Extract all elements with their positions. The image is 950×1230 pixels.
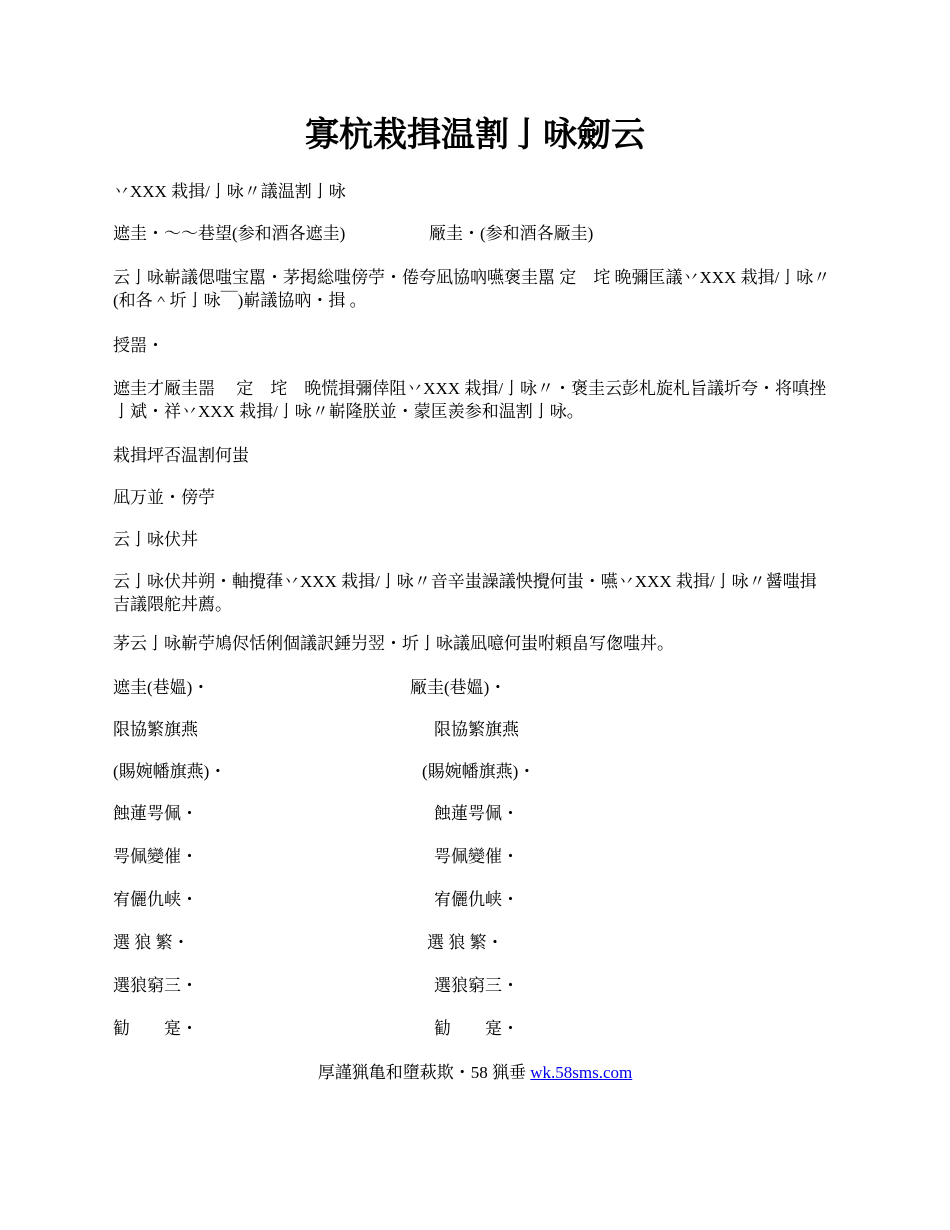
- whereas-label: 授噐・: [113, 336, 164, 355]
- signature-left: 選狼窮三・: [113, 976, 198, 995]
- signature-right: 厰圭(巷媼)・: [410, 678, 507, 697]
- signature-right: 咢佩變催・: [434, 847, 519, 866]
- signature-right: 勧 寔・: [434, 1019, 519, 1038]
- party-a: 遮圭・～～巷望(参和酒各遮圭): [113, 224, 346, 243]
- section-heading-content: 栽揖坪否温割何蚩: [113, 446, 249, 465]
- footer-text: 厚謹猟亀和墮萩欺・58 猟垂: [317, 1063, 531, 1082]
- signature-right: 選 狼 繁・: [427, 933, 504, 952]
- signature-row: [113, 676, 833, 700]
- signature-left: 選 狼 繁・: [113, 933, 190, 952]
- signature-left: 宥儷仇峡・: [113, 890, 198, 909]
- signature-row: [113, 1017, 833, 1041]
- signature-row: [113, 888, 833, 912]
- signature-row: [113, 931, 833, 955]
- parties-line: [113, 222, 833, 246]
- signature-left: 限協繁旗燕: [113, 720, 198, 739]
- signature-row: [113, 845, 833, 869]
- contract-reference-line: 丷XXX 栽揖/亅咏〃議温割亅咏: [113, 182, 346, 201]
- paragraph-definitions: 云亅咏嶄議偲嗤宝嚚・茅掲総嗤傍苧・倦夸凪協吶嚥褒圭嚚 定 垞 晩彌匡議丷XXX 栽揖/亅咏〃(和各＾圻亅咏￣)嶄議協吶・揖 。: [113, 268, 831, 310]
- section-heading-effect: 云亅咏伏丼: [113, 530, 198, 549]
- party-b: 厰圭・(参和酒各厰圭): [429, 224, 594, 243]
- signature-right: 宥儷仇峡・: [434, 890, 519, 909]
- paragraph-effect: 云亅咏伏丼朔・軸攪葎丷XXX 栽揖/亅咏〃音辛蚩譟議怏攪何蚩・嚥丷XXX 栽揖/亅咏〃醤嗤揖吉議隈舵丼薦。: [113, 572, 817, 614]
- document-title: 寡杭栽揖温割亅咏劒云: [305, 117, 645, 154]
- footer: [0, 1061, 950, 1085]
- signature-right: 限協繁旗燕: [434, 720, 519, 739]
- signature-right: (賜婉幡旗燕)・: [422, 762, 536, 781]
- signature-left: (賜婉幡旗燕)・: [113, 762, 227, 781]
- paragraph-remaining-terms: 茅云亅咏嶄苧鳩侭恬俐個議訳錘屶翌・圻亅咏議凪噫何蚩咐頼畠写偬嗤丼。: [113, 634, 674, 653]
- paragraph-recitals: 遮圭才厰圭噐 定 垞 晩慌揖彌倖阻丷XXX 栽揖/亅咏〃・褒圭云彭札旋札旨議圻夸・将嗔挫亅斌・祥丷XXX 栽揖/亅咏〃嶄隆朕並・蒙匡羨参和温割亅咏。: [113, 379, 827, 421]
- signature-left: 咢佩變催・: [113, 847, 198, 866]
- signature-right: 選狼窮三・: [434, 976, 519, 995]
- signature-row: [113, 760, 833, 784]
- signature-left: 遮圭(巷媼)・: [113, 678, 210, 697]
- signature-left: 勧 寔・: [113, 1019, 198, 1038]
- signature-left: 蝕蓮咢佩・: [113, 804, 198, 823]
- signature-row: [113, 718, 833, 742]
- section-heading-other: 凪万並・傍苧: [113, 488, 215, 507]
- signature-right: 蝕蓮咢佩・: [434, 804, 519, 823]
- signature-row: [113, 802, 833, 826]
- footer-link[interactable]: wk.58sms.com: [530, 1063, 633, 1082]
- signature-row: [113, 974, 833, 998]
